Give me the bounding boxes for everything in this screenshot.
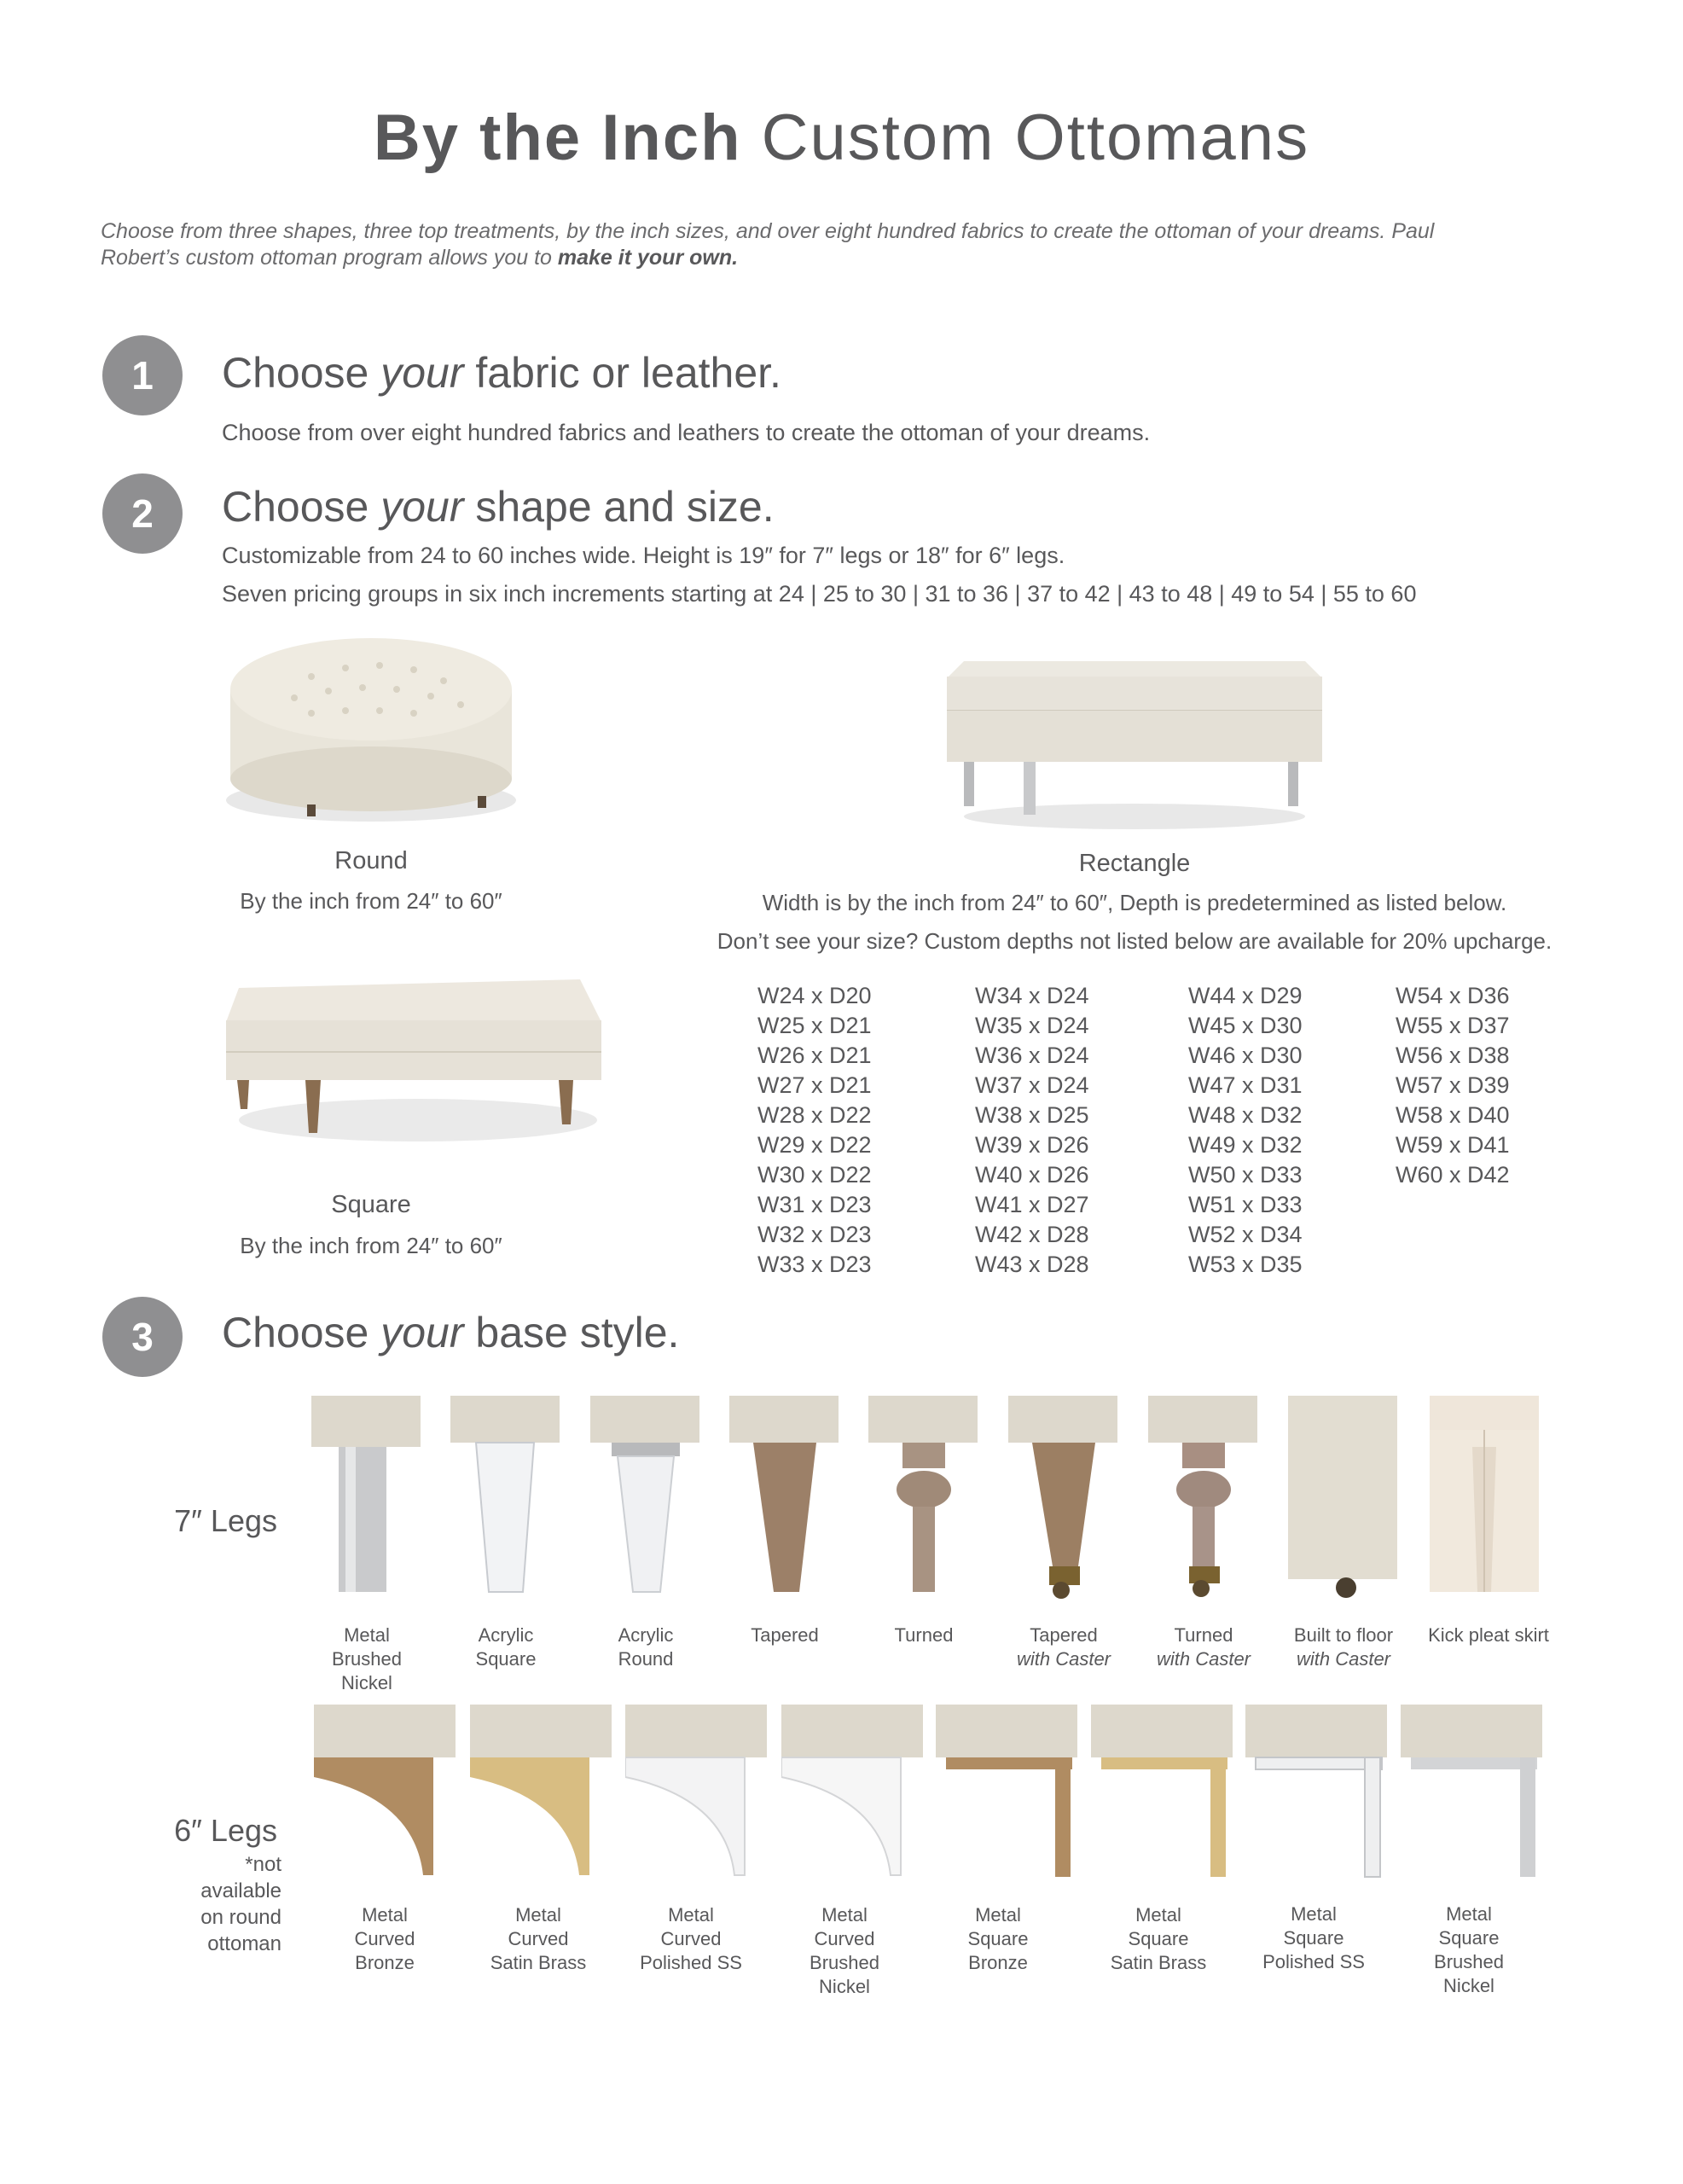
size-item: W29 x D22 bbox=[757, 1132, 872, 1158]
leg6-caption-line: Square bbox=[1128, 1928, 1189, 1949]
leg7-turned-caster-image bbox=[1148, 1396, 1259, 1600]
intro-emphasis: make it your own. bbox=[557, 246, 739, 270]
leg7-caption-line: Built to floor bbox=[1293, 1624, 1394, 1646]
page-title bbox=[0, 101, 1683, 175]
leg6-caption-line: Bronze bbox=[355, 1952, 415, 1973]
rectangle-name: Rectangle bbox=[1078, 850, 1191, 877]
leg6-caption bbox=[474, 1903, 602, 1975]
leg6-caption-line: Metal bbox=[1135, 1904, 1181, 1926]
leg7-caption-italic: with Caster bbox=[1016, 1648, 1111, 1670]
leg7-caption bbox=[1004, 1623, 1123, 1671]
square-name: Square bbox=[331, 1191, 411, 1218]
leg6-caption-line: Polished SS bbox=[640, 1952, 742, 1973]
leg7-caption bbox=[864, 1623, 984, 1647]
leg7-caption-line: Round bbox=[618, 1648, 674, 1670]
size-column-1 bbox=[757, 981, 872, 1280]
leg7-caption bbox=[1144, 1623, 1263, 1671]
size-item: W59 x D41 bbox=[1396, 1132, 1510, 1158]
step-1-heading bbox=[222, 348, 781, 398]
rectangle-desc-1: Width is by the inch from 24″ to 60″, Depth is predetermined as listed below. bbox=[762, 890, 1507, 915]
round-ottoman-image bbox=[218, 630, 525, 830]
leg6-caption-line: Curved bbox=[660, 1928, 722, 1949]
leg6-caption-line: Metal bbox=[821, 1904, 868, 1926]
leg7-caption-line: Nickel bbox=[341, 1672, 392, 1693]
leg7-kick-pleat-skirt-image bbox=[1430, 1396, 1541, 1600]
leg6-caption-line: Metal bbox=[975, 1904, 1021, 1926]
leg7-caption bbox=[1412, 1623, 1565, 1647]
leg7-caption-italic: with Caster bbox=[1296, 1648, 1391, 1670]
size-item: W48 x D32 bbox=[1188, 1102, 1303, 1128]
leg6-caption-line: Metal bbox=[362, 1904, 408, 1926]
leg6-caption-line: Nickel bbox=[1443, 1975, 1494, 1996]
leg6-caption bbox=[1409, 1902, 1529, 1998]
size-item: W53 x D35 bbox=[1188, 1252, 1303, 1277]
size-item: W41 x D27 bbox=[975, 1192, 1089, 1217]
title-regular: Custom Ottomans bbox=[761, 102, 1310, 174]
leg7-tapered-caster-image bbox=[1008, 1396, 1119, 1600]
rectangle-ottoman-image bbox=[947, 627, 1322, 832]
leg7-metal-brushed-nickel-image bbox=[311, 1396, 422, 1600]
leg6-caption-line: Metal bbox=[515, 1904, 561, 1926]
size-item: W40 x D26 bbox=[975, 1162, 1089, 1188]
size-item: W37 x D24 bbox=[975, 1072, 1089, 1098]
step-2-badge: 2 bbox=[102, 473, 183, 554]
size-column-2 bbox=[975, 981, 1089, 1280]
step-3-badge: 3 bbox=[102, 1297, 183, 1377]
leg6-caption-line: Square bbox=[1438, 1927, 1500, 1949]
step-1-italic: your bbox=[380, 349, 464, 397]
leg6-caption-line: Curved bbox=[508, 1928, 569, 1949]
size-item: W25 x D21 bbox=[757, 1013, 872, 1038]
size-item: W58 x D40 bbox=[1396, 1102, 1510, 1128]
leg6-caption-line: Polished SS bbox=[1262, 1951, 1365, 1972]
size-item: W51 x D33 bbox=[1188, 1192, 1303, 1217]
title-bold: By the Inch bbox=[373, 102, 742, 174]
step-3-before: Choose bbox=[222, 1309, 381, 1356]
leg6-square-satin-brass-image bbox=[1091, 1705, 1233, 1884]
size-item: W49 x D32 bbox=[1188, 1132, 1303, 1158]
leg7-caption-line: Acrylic bbox=[478, 1624, 534, 1646]
leg6-curved-bronze-image bbox=[314, 1705, 456, 1884]
legs6-note-line: ottoman bbox=[207, 1932, 281, 1955]
size-item: W44 x D29 bbox=[1188, 983, 1303, 1008]
step-1-description: Choose from over eight hundred fabrics and leathers to create the ottoman of your dreams. bbox=[222, 420, 1151, 445]
size-column-4 bbox=[1396, 981, 1510, 1190]
step-3-heading bbox=[222, 1308, 679, 1357]
leg7-caption bbox=[446, 1623, 566, 1671]
leg6-curved-polished-ss-image bbox=[625, 1705, 767, 1884]
size-item: W55 x D37 bbox=[1396, 1013, 1510, 1038]
leg7-acrylic-square-image bbox=[450, 1396, 561, 1600]
leg6-caption-line: Metal bbox=[668, 1904, 714, 1926]
size-item: W52 x D34 bbox=[1188, 1222, 1303, 1247]
step-2-line-1: Customizable from 24 to 60 inches wide. Height is 19″ for 7″ legs or 18″ for 6″ legs. bbox=[222, 543, 1065, 568]
leg6-square-brushed-nickel-image bbox=[1401, 1705, 1542, 1884]
leg7-tapered-image bbox=[729, 1396, 840, 1600]
leg7-caption-line: Metal bbox=[344, 1624, 390, 1646]
leg6-caption-line: Curved bbox=[354, 1928, 415, 1949]
size-item: W43 x D28 bbox=[975, 1252, 1089, 1277]
leg7-acrylic-round-image bbox=[590, 1396, 701, 1600]
size-item: W38 x D25 bbox=[975, 1102, 1089, 1128]
legs6-label: 6″ Legs bbox=[174, 1813, 277, 1848]
leg6-caption-line: Square bbox=[1283, 1927, 1344, 1949]
leg7-caption bbox=[1275, 1623, 1412, 1671]
leg7-caption-line: Turned bbox=[1174, 1624, 1233, 1646]
round-name: Round bbox=[334, 847, 408, 874]
size-item: W56 x D38 bbox=[1396, 1043, 1510, 1068]
size-item: W32 x D23 bbox=[757, 1222, 872, 1247]
step-1-badge: 1 bbox=[102, 335, 183, 415]
size-item: W47 x D31 bbox=[1188, 1072, 1303, 1098]
leg6-caption-line: Brushed bbox=[1434, 1951, 1504, 1972]
size-item: W45 x D30 bbox=[1188, 1013, 1303, 1038]
step-1-after: fabric or leather. bbox=[463, 349, 781, 397]
size-item: W24 x D20 bbox=[757, 983, 872, 1008]
leg6-caption-line: Bronze bbox=[968, 1952, 1028, 1973]
size-item: W46 x D30 bbox=[1188, 1043, 1303, 1068]
leg6-curved-satin-brass-image bbox=[470, 1705, 612, 1884]
size-item: W39 x D26 bbox=[975, 1132, 1089, 1158]
size-item: W26 x D21 bbox=[757, 1043, 872, 1068]
step-2-before: Choose bbox=[222, 483, 381, 531]
leg7-turned-image bbox=[868, 1396, 979, 1600]
legs6-note-line: on round bbox=[200, 1906, 281, 1929]
size-item: W42 x D28 bbox=[975, 1222, 1089, 1247]
size-item: W31 x D23 bbox=[757, 1192, 872, 1217]
round-desc: By the inch from 24″ to 60″ bbox=[240, 888, 502, 914]
size-item: W35 x D24 bbox=[975, 1013, 1089, 1038]
leg6-caption-line: Nickel bbox=[819, 1976, 870, 1997]
leg7-caption-line: Turned bbox=[894, 1624, 954, 1646]
leg6-curved-brushed-nickel-image bbox=[781, 1705, 923, 1884]
leg6-caption-line: Metal bbox=[1291, 1903, 1337, 1925]
leg7-built-to-floor-image bbox=[1288, 1396, 1399, 1600]
leg7-caption bbox=[307, 1623, 427, 1695]
size-item: W60 x D42 bbox=[1396, 1162, 1510, 1188]
leg6-caption bbox=[938, 1903, 1058, 1975]
leg7-caption bbox=[586, 1623, 705, 1671]
legs7-label: 7″ Legs bbox=[174, 1503, 277, 1538]
intro-paragraph bbox=[101, 218, 1483, 271]
leg7-caption bbox=[725, 1623, 844, 1647]
leg6-square-polished-ss-image bbox=[1245, 1705, 1387, 1884]
leg7-caption-line: Tapered bbox=[751, 1624, 819, 1646]
leg7-caption-line: Acrylic bbox=[618, 1624, 674, 1646]
legs6-note-line: available bbox=[200, 1879, 281, 1902]
leg6-caption bbox=[1250, 1902, 1378, 1974]
size-item: W36 x D24 bbox=[975, 1043, 1089, 1068]
leg6-caption bbox=[325, 1903, 444, 1975]
leg6-caption bbox=[1094, 1903, 1222, 1975]
step-3-italic: your bbox=[380, 1309, 464, 1356]
leg7-caption-line bbox=[1275, 1647, 1412, 1671]
leg6-caption-line: Brushed bbox=[810, 1952, 879, 1973]
leg7-caption-line: Square bbox=[475, 1648, 537, 1670]
leg6-caption-line: Metal bbox=[1446, 1903, 1492, 1925]
square-desc: By the inch from 24″ to 60″ bbox=[240, 1233, 502, 1258]
size-item: W57 x D39 bbox=[1396, 1072, 1510, 1098]
size-item: W27 x D21 bbox=[757, 1072, 872, 1098]
leg6-caption-line: Satin Brass bbox=[490, 1952, 587, 1973]
step-2-italic: your bbox=[380, 483, 464, 531]
size-item: W28 x D22 bbox=[757, 1102, 872, 1128]
size-item: W30 x D22 bbox=[757, 1162, 872, 1188]
leg6-caption bbox=[627, 1903, 755, 1975]
step-2-line-2: Seven pricing groups in six inch increments starting at 24 | 25 to 30 | 31 to 36 | 37 to 42 | 43 to 48 | 49 to 54 | 55 to 60 bbox=[222, 581, 1417, 607]
leg6-square-bronze-image bbox=[936, 1705, 1077, 1884]
leg7-caption-line: Tapered bbox=[1030, 1624, 1098, 1646]
leg7-caption-line bbox=[1144, 1647, 1263, 1671]
size-item: W33 x D23 bbox=[757, 1252, 872, 1277]
step-1-before: Choose bbox=[222, 349, 381, 397]
size-item: W50 x D33 bbox=[1188, 1162, 1303, 1188]
size-column-3 bbox=[1188, 981, 1303, 1280]
leg6-caption bbox=[785, 1903, 904, 1999]
legs6-note-line: *not bbox=[245, 1853, 281, 1876]
leg6-caption-line: Square bbox=[967, 1928, 1029, 1949]
step-2-heading bbox=[222, 482, 775, 531]
leg7-caption-line bbox=[1004, 1647, 1123, 1671]
size-item: W34 x D24 bbox=[975, 983, 1089, 1008]
step-3-after: base style. bbox=[463, 1309, 680, 1356]
leg7-caption-line: Brushed bbox=[332, 1648, 402, 1670]
legs6-note bbox=[136, 1851, 281, 1957]
rectangle-desc-2: Don’t see your size? Custom depths not listed below are available for 20% upcharge. bbox=[717, 928, 1552, 954]
intro-text: Choose from three shapes, three top treatments, by the inch sizes, and over eight hundred fabrics to create the ottoman of your dreams. Paul Robert’s custom ottoman program allows you to bbox=[101, 219, 1435, 270]
leg7-caption-line: Kick pleat skirt bbox=[1428, 1624, 1549, 1646]
step-2-after: shape and size. bbox=[463, 483, 775, 531]
size-item: W54 x D36 bbox=[1396, 983, 1510, 1008]
leg6-caption-line: Satin Brass bbox=[1110, 1952, 1207, 1973]
leg6-caption-line: Curved bbox=[814, 1928, 875, 1949]
square-ottoman-image bbox=[222, 971, 606, 1154]
leg7-caption-italic: with Caster bbox=[1156, 1648, 1251, 1670]
